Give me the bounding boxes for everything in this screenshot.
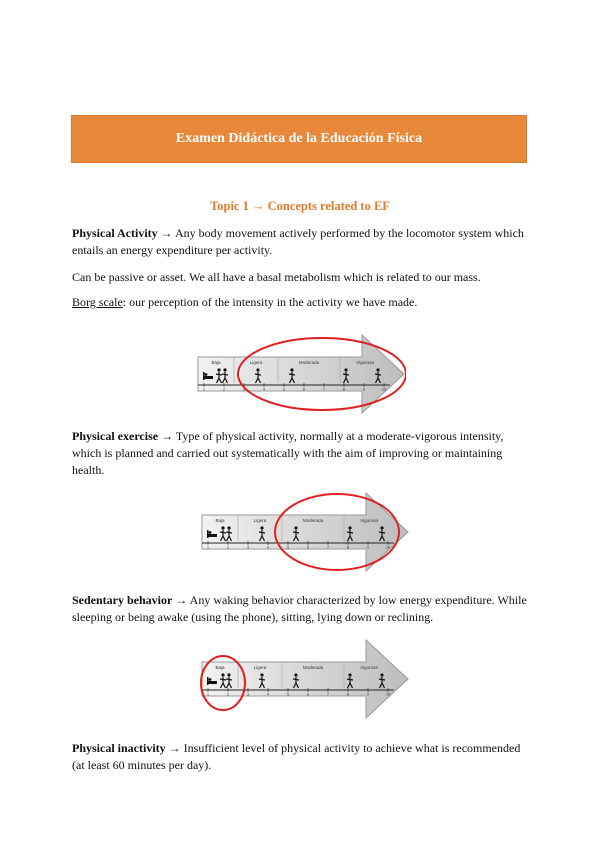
scale-tick-label: 5 [287,545,289,550]
physical-activity-paragraph [72,225,528,259]
zone-label: Moderada [302,665,324,670]
scale-tick-label: 2 [223,387,225,392]
scale-tick-label: 8 [347,692,349,697]
scale-tick-label: 8 [343,387,345,392]
borg-scale-definition: : our perception of the intensity in the activity we have made. [122,295,418,309]
physical-exercise-term: Physical exercise [72,429,159,443]
scale-tick-label: 10 [386,692,390,697]
zone-label: Ligera [249,360,263,365]
scale-tick-label: 1 [207,692,209,697]
borg-scale-paragraph [72,294,528,311]
scale-tick-label: 3 [247,692,249,697]
scale-tick-label: 3 [247,545,249,550]
zone-label: Ligera [253,518,267,523]
scale-tick-label: 9 [367,692,369,697]
zone-label: Baja [211,360,221,365]
physical-activity-definition: → Any body movement actively performed by the locomotor system which entails an energy expenditure per activity. [72,226,524,257]
physical-exercise-paragraph [72,428,528,479]
scale-tick-label: 9 [363,387,365,392]
scale-tick-label: 8 [347,545,349,550]
scale-tick-label: 1 [207,545,209,550]
scale-tick-label: 6 [303,387,305,392]
scale-tick-label: 4 [263,387,265,392]
scale-tick-label: 6 [307,692,309,697]
topic-heading: Topic 1 → Concepts related to EF [210,199,390,213]
scale-tick-label: 7 [323,387,325,392]
scale-tick-label: 1 [203,387,205,392]
zone-label: Moderada [298,360,320,365]
zone-label: Ligera [253,665,267,670]
scale-tick-label: 5 [283,387,285,392]
scale-tick-label: 10 [386,545,390,550]
physical-inactivity-term: Physical inactivity [72,741,166,755]
intensity-arrow [202,493,408,571]
scale-tick-label: 4 [267,692,269,697]
zone-label: Vigorosa [360,518,378,523]
zone-label: Vigorosa [360,665,378,670]
physical-activity-term: Physical Activity [72,226,158,240]
scale-tick-label: 9 [367,545,369,550]
passive-paragraph: Can be passive or asset. We all have a basal metabolism which is related to our mass. [72,270,481,284]
scale-tick-label: 10 [382,387,386,392]
physical-inactivity-definition: → Insufficient level of physical activity to achieve what is recommended (at least 60 minutes per day). [72,741,521,772]
document-title: Examen Didáctica de la Educación Física [175,131,423,146]
sedentary-behavior-paragraph [72,592,528,626]
physical-inactivity-paragraph [72,740,528,774]
scale-tick-label: 7 [327,545,329,550]
zone-label: Baja [215,518,225,523]
zone-label: Moderada [302,518,324,523]
scale-tick-label: 3 [243,387,245,392]
scale-tick-label: 7 [327,692,329,697]
zone-label: Vigorosa [356,360,374,365]
borg-scale-term: Borg scale [72,295,123,309]
scale-tick-label: 2 [227,545,229,550]
scale-tick-label: 5 [287,692,289,697]
scale-tick-label: 4 [267,545,269,550]
sedentary-behavior-term: Sedentary behavior [72,593,173,607]
intensity-scale-diagram-1 [194,333,406,415]
physical-exercise-definition: → Type of physical activity, normally at a moderate-vigorous intensity, which is planned and carried out systematically with the aim of improving or maintaining health. [72,429,504,477]
scale-tick-label: 2 [227,692,229,697]
document-title-banner [71,115,527,163]
sedentary-behavior-definition: → Any waking behavior characterized by low energy expenditure. While sleeping or being awake (using the phone), sitting, lying down or reclining. [72,593,527,624]
scale-tick-label: 6 [307,545,309,550]
intensity-scale-diagram-2 [198,491,410,573]
intensity-arrow [198,335,404,413]
zone-label: Baja [215,665,225,670]
intensity-scale-diagram-3 [198,638,410,720]
